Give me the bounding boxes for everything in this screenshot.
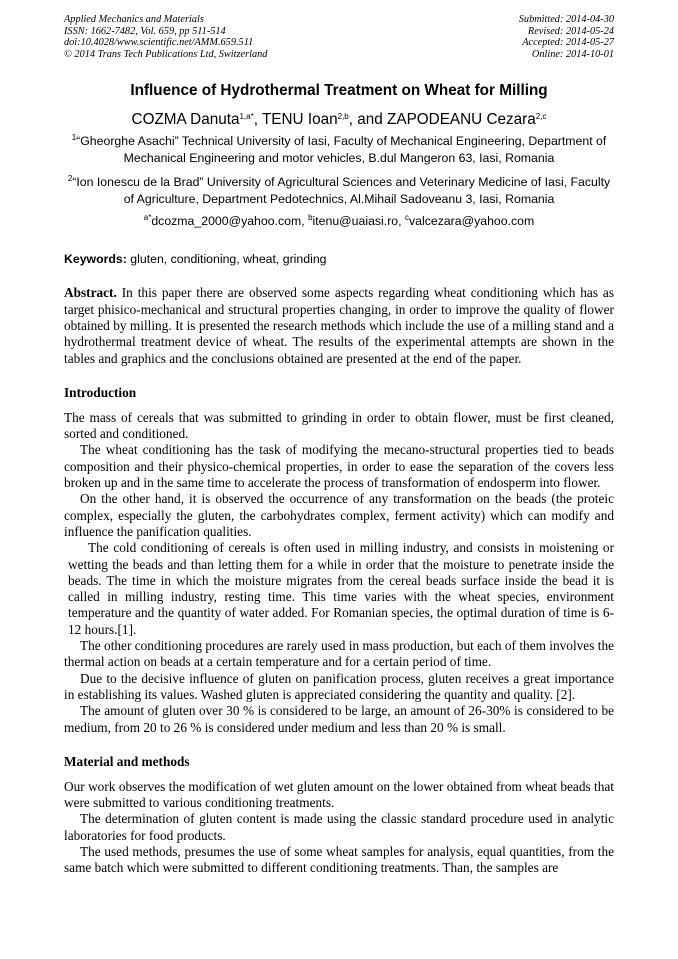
affiliation-text: “Ion Ionescu de la Brad” University of Agricultural Sciences and Veterinary Medicine of Iasi, Faculty of Agriculture, Department Pedotechnics, Al.Mihail Sadoveanu 3, Iasi, Romania	[72, 175, 611, 206]
date-online: Online: 2014-10-01	[531, 48, 614, 60]
journal-doi: doi:10.4028/www.scientific.net/AMM.659.511	[64, 37, 254, 49]
paragraph: The amount of gluten over 30 % is considered to be large, an amount of 26-30% is considered to be medium, from 20 to 26 % is considered under medium and less than 20 % is small.	[64, 703, 614, 735]
paragraph: The cold conditioning of cereals is often used in milling industry, and consists in moistening or wetting the beads and than letting them for a while in order that the moisture to penetrate inside the beads. The time in which the moisture migrates from the cereal beads surface inside the bead it is called in milling industry, resting time. This time varies with the wheat species, environment temperature and the quantity of water added. For Romanian species, the optimal duration of time is 6-12 hours.[1].	[68, 540, 614, 637]
email-marker: a	[143, 213, 149, 223]
journal-info	[64, 14, 267, 60]
author-name: ZAPODEANU Cezara	[387, 111, 536, 129]
email-marker: b	[308, 213, 313, 223]
abstract	[64, 285, 614, 366]
submission-dates	[519, 14, 614, 60]
paragraph: Due to the decisive influence of gluten on panification process, gluten receives a great importance in establishing its values. Washed gluten is appreciated considering the quantity and quality. [2].	[64, 670, 614, 702]
journal-copyright: © 2014 Trans Tech Publications Ltd, Switzerland	[64, 48, 268, 60]
affiliation	[64, 133, 614, 166]
abstract-text: In this paper there are observed some aspects regarding wheat conditioning which has as target phisico-mechanical and structural properties changing, in order to improve the quality of flower obtained by milling. It is presented the research methods which include the use of a milling stand and a hydrothermal treatment device of wheat. The results of the experimental attempts are shown in the tables and graphics and the conclusions obtained are presented at the end of the paper.	[64, 285, 614, 366]
author-separator: , and	[348, 111, 388, 129]
paragraph: Our work observes the modification of wet gluten amount on the lower obtained from wheat beads that were submitted to various conditioning treatments.	[64, 778, 614, 811]
journal-header	[64, 14, 614, 60]
methods-section	[64, 779, 614, 877]
date-revised: Revised: 2014-05-24	[527, 25, 614, 37]
author-name: TENU Ioan	[261, 111, 338, 129]
introduction-section	[64, 410, 614, 736]
email-marker: *	[148, 213, 152, 223]
paragraph: The used methods, presumes the use of some wheat samples for analysis, equal quantities, from the same batch which were submitted to different conditioning treatments. Than, the samples are	[64, 843, 614, 876]
paper-page	[64, 14, 614, 877]
paragraph: The other conditioning procedures are rarely used in mass production, but each of them involves the thermal action on beads at a certain temperature and for a certain period of time.	[64, 638, 614, 670]
email-address[interactable]: dcozma_2000@yahoo.com,	[151, 214, 309, 229]
email-address[interactable]: valcezara@yahoo.com	[408, 214, 535, 229]
paragraph: The mass of cereals that was submitted to grinding in order to obtain flower, must be first cleaned, sorted and conditioned.	[64, 409, 614, 442]
email-address[interactable]: itenu@uaiasi.ro,	[312, 214, 405, 229]
paper-title: Influence of Hydrothermal Treatment on Wheat for Milling	[130, 82, 548, 100]
author-marker: 2,b	[337, 112, 349, 122]
author-list	[64, 111, 614, 129]
affiliation-text: “Gheorghe Asachi” Technical University of Iasi, Faculty of Mechanical Engineering, Department of Mechanical Engineering and motor vehicles, B.dul Mangeron 63, Iasi, Romania	[76, 134, 607, 165]
author-name: COZMA Danuta	[131, 111, 240, 129]
date-accepted: Accepted: 2014-05-27	[522, 37, 614, 49]
affiliation-marker: 2	[67, 174, 73, 184]
keywords-label: Keywords:	[64, 252, 127, 267]
author-separator: ,	[253, 111, 262, 129]
author-marker: 1,a*	[239, 112, 254, 122]
keywords-text: gluten, conditioning, wheat, grinding	[126, 252, 327, 267]
section-heading: Material and methods	[64, 753, 190, 769]
author-emails	[64, 214, 614, 228]
paragraph: On the other hand, it is observed the occurrence of any transformation on the beads (the proteic complex, especially the gluten, the carbohydrates complex, ferment activity) which can modify and influence the panification qualities.	[64, 491, 614, 539]
paragraph: The wheat conditioning has the task of modifying the mecano-structural properties tied to beads composition and their physico-chemical properties, in order to ease the separation of the covers less broken up and in the same time to accelerate the process of transformation of endosperm into flower.	[64, 442, 614, 491]
date-submitted: Submitted: 2014-04-30	[518, 14, 614, 25]
journal-name: Applied Mechanics and Materials	[64, 14, 204, 25]
paragraph: The determination of gluten content is made using the classic standard procedure used in analytic laboratories for food products.	[64, 811, 614, 843]
author-marker: 2,c	[535, 112, 547, 122]
journal-issn: ISSN: 1662-7482, Vol. 659, pp 511-514	[64, 25, 226, 37]
affiliation-marker: 1	[71, 133, 77, 143]
affiliation	[64, 174, 614, 207]
keywords	[64, 252, 614, 266]
section-heading: Introduction	[64, 384, 137, 400]
abstract-label: Abstract.	[64, 285, 117, 301]
email-marker: c	[404, 213, 409, 223]
